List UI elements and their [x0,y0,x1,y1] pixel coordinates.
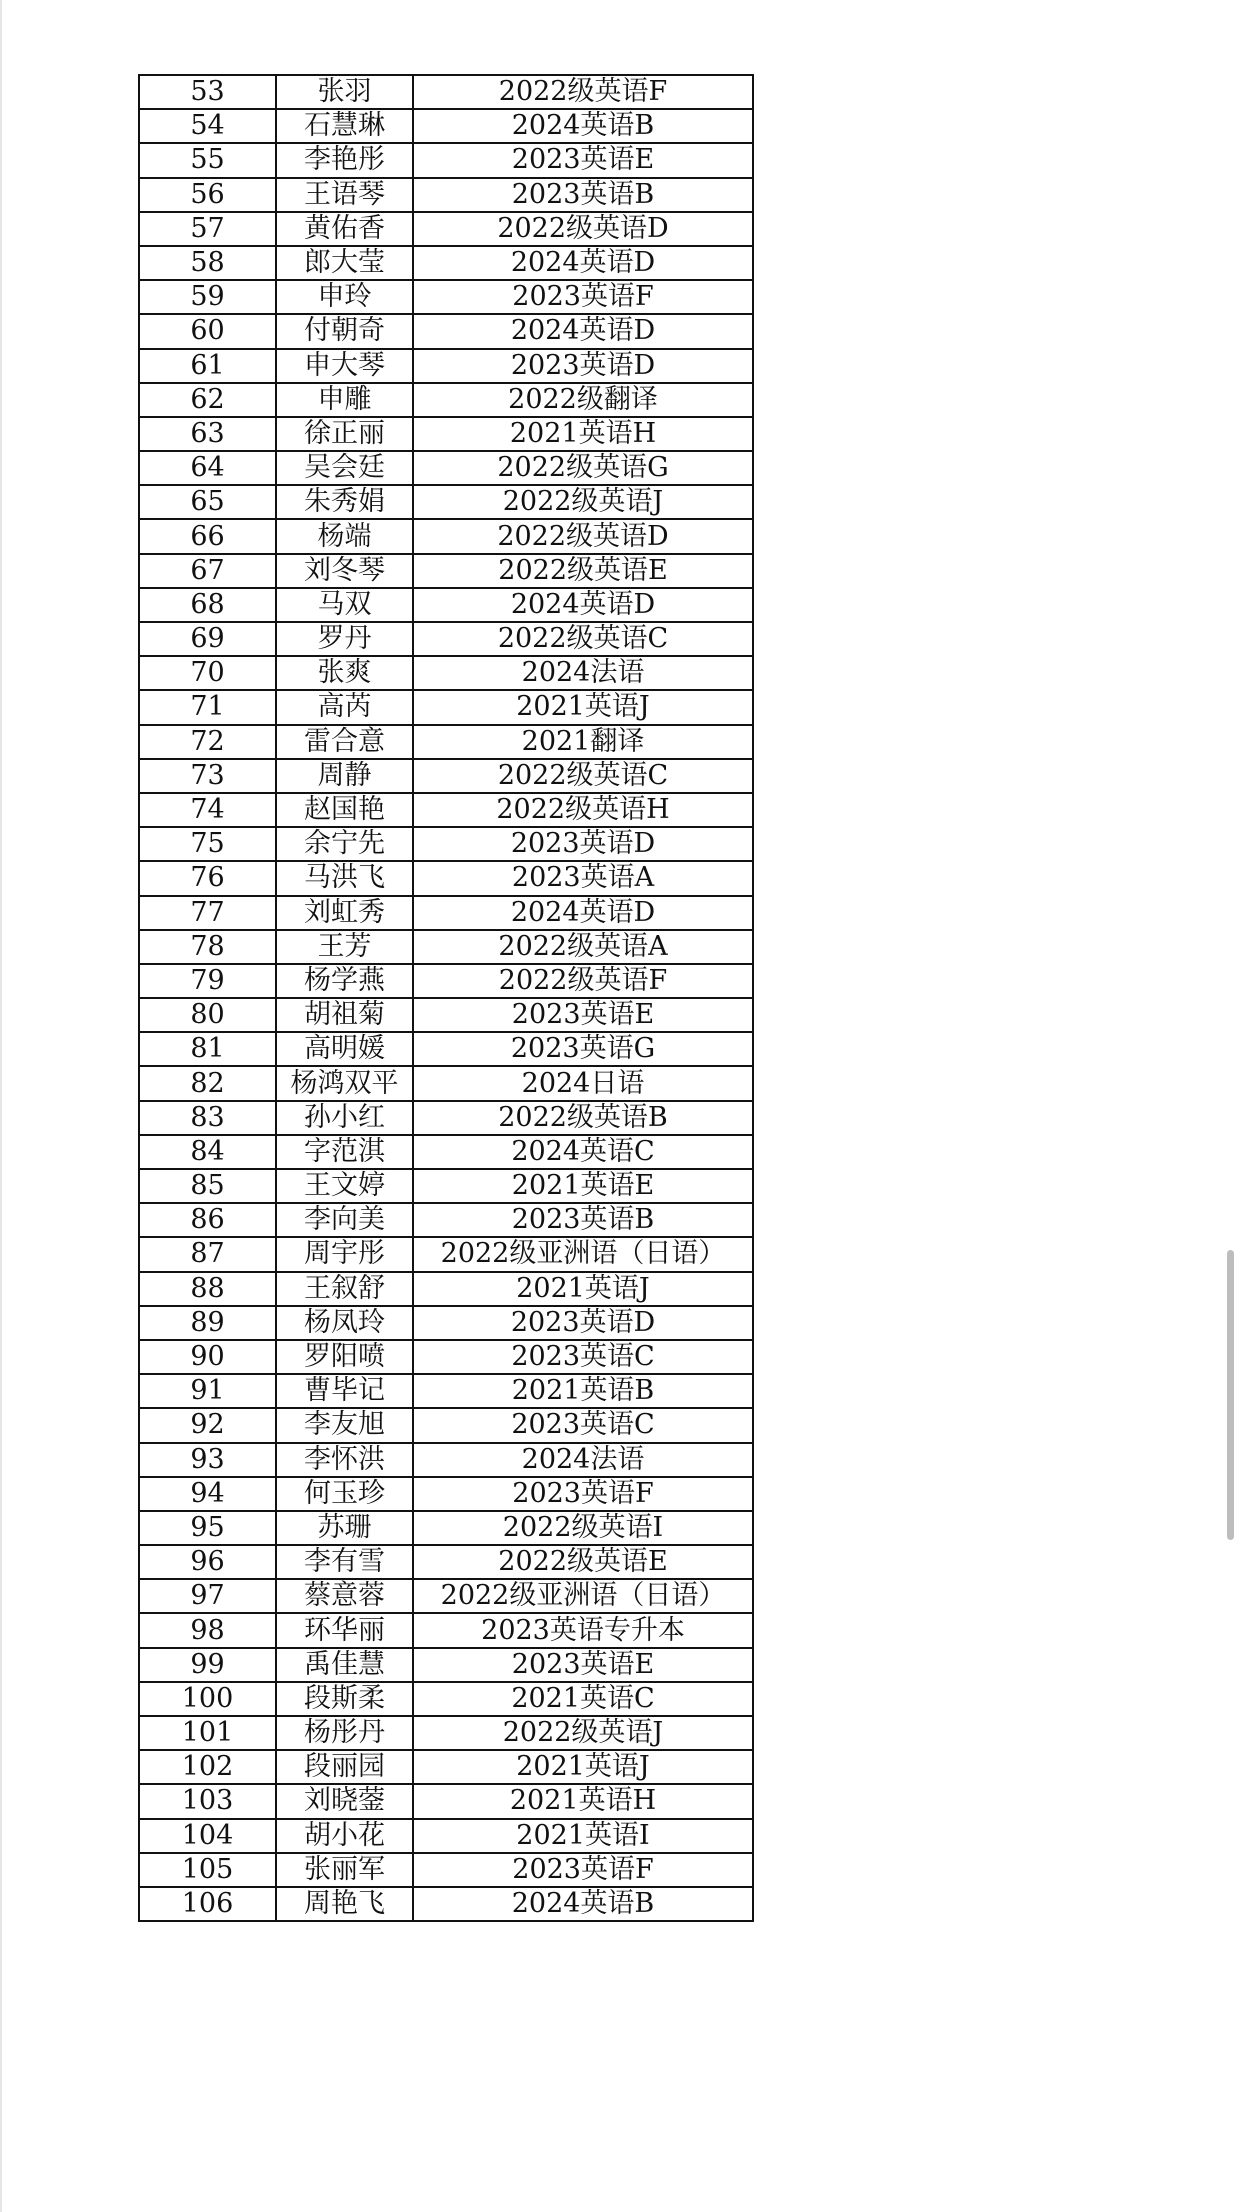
table-row [139,690,753,724]
class-name-cell: 2022级英语H [413,793,753,827]
row-number-cell: 97 [139,1579,276,1613]
table-row [139,1169,753,1203]
row-number-cell: 61 [139,349,276,383]
student-name-cell: 周静 [276,759,413,793]
table-row [139,759,753,793]
student-name-cell: 罗丹 [276,622,413,656]
table-row [139,1784,753,1818]
row-number-cell: 80 [139,998,276,1032]
row-number-cell: 85 [139,1169,276,1203]
table-row [139,109,753,143]
row-number-cell: 94 [139,1477,276,1511]
table-row [139,314,753,348]
student-name-cell: 刘冬琴 [276,554,413,588]
table-row [139,246,753,280]
class-name-cell: 2021英语H [413,1784,753,1818]
student-name-cell: 朱秀娟 [276,485,413,519]
roster-body [139,75,753,1921]
student-name-cell: 段丽园 [276,1750,413,1784]
row-number-cell: 96 [139,1545,276,1579]
table-row [139,280,753,314]
class-name-cell: 2024英语D [413,588,753,622]
table-row [139,861,753,895]
student-name-cell: 周艳飞 [276,1887,413,1921]
row-number-cell: 63 [139,417,276,451]
table-row [139,588,753,622]
table-row [139,998,753,1032]
student-name-cell: 郎大莹 [276,246,413,280]
table-row [139,793,753,827]
row-number-cell: 104 [139,1819,276,1853]
row-number-cell: 90 [139,1340,276,1374]
row-number-cell: 75 [139,827,276,861]
student-name-cell: 李向美 [276,1203,413,1237]
class-name-cell: 2024英语D [413,896,753,930]
row-number-cell: 64 [139,451,276,485]
student-name-cell: 禹佳慧 [276,1648,413,1682]
table-row [139,1408,753,1442]
student-name-cell: 雷合意 [276,725,413,759]
table-row [139,1682,753,1716]
row-number-cell: 88 [139,1272,276,1306]
row-number-cell: 70 [139,656,276,690]
row-number-cell: 92 [139,1408,276,1442]
class-name-cell: 2023英语专升本 [413,1613,753,1647]
class-name-cell: 2022级英语J [413,485,753,519]
row-number-cell: 87 [139,1237,276,1271]
table-row [139,451,753,485]
table-row [139,1545,753,1579]
student-name-cell: 李艳彤 [276,143,413,177]
table-row [139,1613,753,1647]
class-name-cell: 2024英语B [413,109,753,143]
student-name-cell: 马双 [276,588,413,622]
table-row [139,1887,753,1921]
table-row [139,349,753,383]
class-name-cell: 2022级英语A [413,930,753,964]
row-number-cell: 56 [139,178,276,212]
student-name-cell: 王叙舒 [276,1272,413,1306]
row-number-cell: 93 [139,1443,276,1477]
table-row [139,554,753,588]
student-name-cell: 孙小红 [276,1101,413,1135]
table-row [139,1853,753,1887]
student-name-cell: 张羽 [276,75,413,109]
row-number-cell: 91 [139,1374,276,1408]
student-name-cell: 环华丽 [276,1613,413,1647]
table-row [139,725,753,759]
class-name-cell: 2023英语B [413,1203,753,1237]
student-name-cell: 付朝奇 [276,314,413,348]
class-name-cell: 2024日语 [413,1066,753,1100]
row-number-cell: 74 [139,793,276,827]
class-name-cell: 2024法语 [413,1443,753,1477]
row-number-cell: 69 [139,622,276,656]
student-name-cell: 胡祖菊 [276,998,413,1032]
class-name-cell: 2024法语 [413,656,753,690]
class-name-cell: 2022级英语E [413,554,753,588]
class-name-cell: 2023英语F [413,1477,753,1511]
class-name-cell: 2021英语J [413,1750,753,1784]
table-row [139,827,753,861]
row-number-cell: 76 [139,861,276,895]
class-name-cell: 2022级英语B [413,1101,753,1135]
row-number-cell: 66 [139,519,276,553]
class-name-cell: 2021翻译 [413,725,753,759]
table-row [139,1477,753,1511]
student-name-cell: 申玲 [276,280,413,314]
class-name-cell: 2023英语F [413,280,753,314]
row-number-cell: 79 [139,964,276,998]
row-number-cell: 60 [139,314,276,348]
row-number-cell: 78 [139,930,276,964]
student-name-cell: 杨鸿双平 [276,1066,413,1100]
row-number-cell: 65 [139,485,276,519]
student-name-cell: 高芮 [276,690,413,724]
table-row [139,1443,753,1477]
student-name-cell: 蔡意蓉 [276,1579,413,1613]
student-name-cell: 李友旭 [276,1408,413,1442]
row-number-cell: 72 [139,725,276,759]
scrollbar-thumb[interactable] [1227,1250,1234,1540]
class-name-cell: 2024英语D [413,246,753,280]
student-name-cell: 苏珊 [276,1511,413,1545]
row-number-cell: 77 [139,896,276,930]
class-name-cell: 2022级英语E [413,1545,753,1579]
table-row [139,75,753,109]
class-name-cell: 2021英语B [413,1374,753,1408]
class-name-cell: 2023英语F [413,1853,753,1887]
row-number-cell: 100 [139,1682,276,1716]
student-name-cell: 罗阳喷 [276,1340,413,1374]
class-name-cell: 2024英语C [413,1135,753,1169]
table-row [139,485,753,519]
roster-table [138,74,754,1922]
row-number-cell: 106 [139,1887,276,1921]
class-name-cell: 2022级英语F [413,964,753,998]
table-row [139,1374,753,1408]
class-name-cell: 2021英语C [413,1682,753,1716]
table-row [139,622,753,656]
class-name-cell: 2022级英语J [413,1716,753,1750]
student-name-cell: 杨端 [276,519,413,553]
row-number-cell: 58 [139,246,276,280]
class-name-cell: 2023英语D [413,349,753,383]
table-row [139,656,753,690]
class-name-cell: 2023英语D [413,827,753,861]
class-name-cell: 2021英语J [413,690,753,724]
row-number-cell: 68 [139,588,276,622]
class-name-cell: 2023英语E [413,143,753,177]
student-name-cell: 王芳 [276,930,413,964]
class-name-cell: 2023英语C [413,1408,753,1442]
student-name-cell: 吴会廷 [276,451,413,485]
student-name-cell: 段斯柔 [276,1682,413,1716]
row-number-cell: 95 [139,1511,276,1545]
class-name-cell: 2022级英语F [413,75,753,109]
table-row [139,1237,753,1271]
student-name-cell: 申大琴 [276,349,413,383]
row-number-cell: 62 [139,383,276,417]
table-row [139,1032,753,1066]
table-row [139,1101,753,1135]
class-name-cell: 2022级翻译 [413,383,753,417]
student-name-cell: 石慧琳 [276,109,413,143]
student-name-cell: 余宁先 [276,827,413,861]
student-name-cell: 胡小花 [276,1819,413,1853]
student-name-cell: 黄佑香 [276,212,413,246]
class-name-cell: 2023英语A [413,861,753,895]
student-name-cell: 杨凤玲 [276,1306,413,1340]
student-name-cell: 马洪飞 [276,861,413,895]
row-number-cell: 54 [139,109,276,143]
student-name-cell: 申雕 [276,383,413,417]
table-row [139,1306,753,1340]
student-name-cell: 何玉珍 [276,1477,413,1511]
row-number-cell: 86 [139,1203,276,1237]
page-edge [0,0,2,2212]
class-name-cell: 2022级英语C [413,622,753,656]
class-name-cell: 2021英语H [413,417,753,451]
table-row [139,178,753,212]
table-row [139,1648,753,1682]
student-name-cell: 高明媛 [276,1032,413,1066]
student-name-cell: 周宇彤 [276,1237,413,1271]
class-name-cell: 2023英语E [413,998,753,1032]
class-name-cell: 2022级英语C [413,759,753,793]
table-row [139,1135,753,1169]
row-number-cell: 105 [139,1853,276,1887]
row-number-cell: 67 [139,554,276,588]
row-number-cell: 53 [139,75,276,109]
table-row [139,1272,753,1306]
table-row [139,896,753,930]
class-name-cell: 2023英语C [413,1340,753,1374]
student-name-cell: 杨学燕 [276,964,413,998]
class-name-cell: 2024英语B [413,1887,753,1921]
class-name-cell: 2023英语D [413,1306,753,1340]
table-row [139,964,753,998]
class-name-cell: 2023英语G [413,1032,753,1066]
class-name-cell: 2021英语J [413,1272,753,1306]
row-number-cell: 71 [139,690,276,724]
class-name-cell: 2024英语D [413,314,753,348]
table-row [139,1579,753,1613]
row-number-cell: 89 [139,1306,276,1340]
student-name-cell: 刘晓蓥 [276,1784,413,1818]
class-name-cell: 2022级英语D [413,519,753,553]
class-name-cell: 2021英语E [413,1169,753,1203]
student-name-cell: 曹毕记 [276,1374,413,1408]
student-name-cell: 李怀洪 [276,1443,413,1477]
row-number-cell: 102 [139,1750,276,1784]
class-name-cell: 2022级亚洲语（日语） [413,1237,753,1271]
table-row [139,930,753,964]
row-number-cell: 101 [139,1716,276,1750]
row-number-cell: 82 [139,1066,276,1100]
student-name-cell: 张丽军 [276,1853,413,1887]
row-number-cell: 57 [139,212,276,246]
student-name-cell: 字范淇 [276,1135,413,1169]
table-row [139,1716,753,1750]
row-number-cell: 81 [139,1032,276,1066]
student-name-cell: 王文婷 [276,1169,413,1203]
student-name-cell: 刘虹秀 [276,896,413,930]
student-name-cell: 杨彤丹 [276,1716,413,1750]
class-name-cell: 2022级亚洲语（日语） [413,1579,753,1613]
table-row [139,1511,753,1545]
row-number-cell: 83 [139,1101,276,1135]
row-number-cell: 73 [139,759,276,793]
table-row [139,417,753,451]
table-row [139,519,753,553]
student-name-cell: 李有雪 [276,1545,413,1579]
table-row [139,212,753,246]
table-row [139,1750,753,1784]
class-name-cell: 2021英语I [413,1819,753,1853]
row-number-cell: 98 [139,1613,276,1647]
table-row [139,1066,753,1100]
class-name-cell: 2023英语B [413,178,753,212]
table-row [139,1819,753,1853]
row-number-cell: 103 [139,1784,276,1818]
row-number-cell: 55 [139,143,276,177]
row-number-cell: 99 [139,1648,276,1682]
table-row [139,383,753,417]
row-number-cell: 84 [139,1135,276,1169]
student-name-cell: 张爽 [276,656,413,690]
student-name-cell: 徐正丽 [276,417,413,451]
class-name-cell: 2022级英语D [413,212,753,246]
student-name-cell: 赵国艳 [276,793,413,827]
student-name-cell: 王语琴 [276,178,413,212]
row-number-cell: 59 [139,280,276,314]
table-row [139,143,753,177]
class-name-cell: 2023英语E [413,1648,753,1682]
table-row [139,1340,753,1374]
class-name-cell: 2022级英语G [413,451,753,485]
class-name-cell: 2022级英语I [413,1511,753,1545]
table-row [139,1203,753,1237]
